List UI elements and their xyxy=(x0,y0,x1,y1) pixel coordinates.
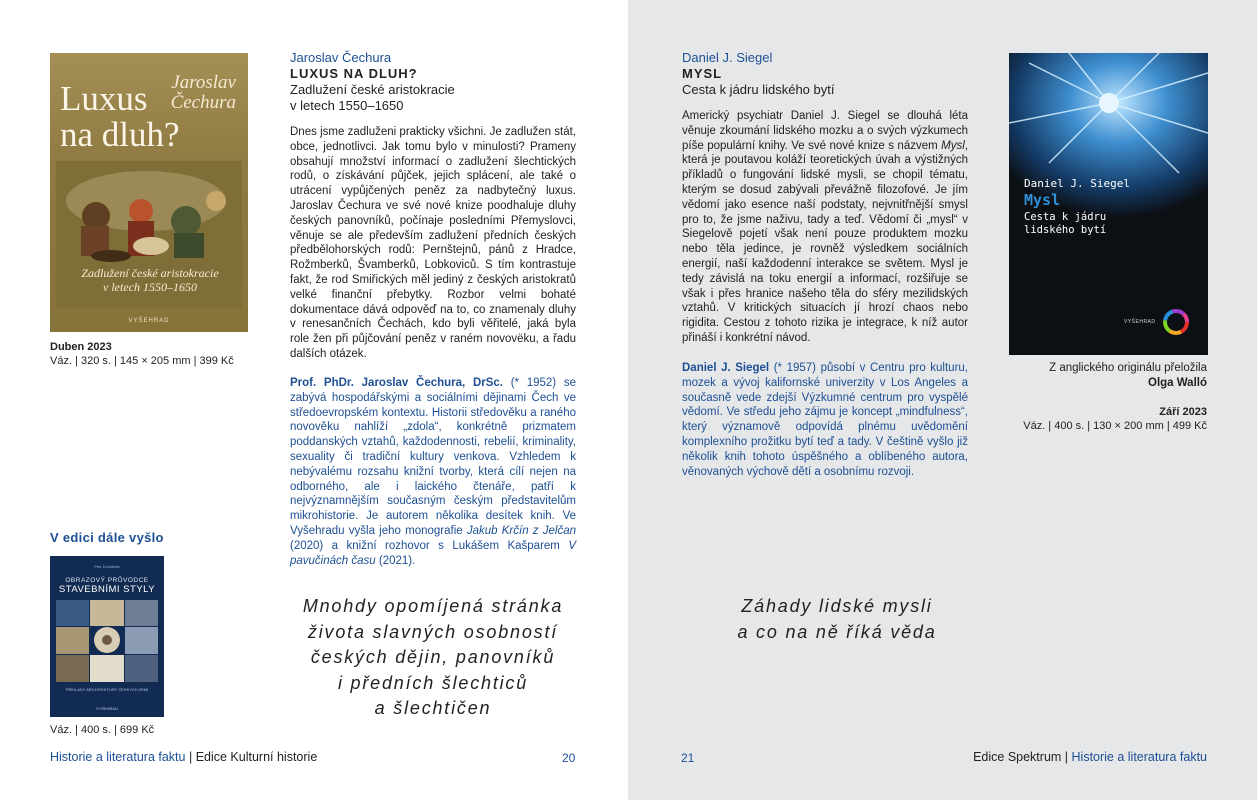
page-footer xyxy=(973,750,1207,764)
footer-separator: | xyxy=(1061,750,1072,764)
book-specs: Váz. | 320 s. | 145 × 205 mm | 399 Kč xyxy=(50,355,234,367)
cover-subtitle: Cesta k jádru lidského bytí xyxy=(1024,211,1107,236)
book-subtitle-line1: Zadlužení české aristokracie xyxy=(290,82,455,97)
book-specs: Váz. | 400 s. | 130 × 200 mm | 499 Kč xyxy=(1023,420,1207,432)
book-description-title: Mysl xyxy=(941,139,965,152)
book-cover-luxus-na-dluh xyxy=(50,53,248,332)
pull-quote-line: Mnohdy opomíjená stránka xyxy=(302,596,564,616)
author-bio-text: (* 1957) působí v Centru pro kulturu, mozek a vývoj kalifornské univerzity v Los Angeles a současně vede zdejší Výzkumné centrum pro vyspělé vědomí. Ve středu jeho zájmu je koncept „mindfulness“, který významově odpovídá plnému uvědomění komplexního prožitku bytí teď a tady. V češtině vyšlo již několik knih tohoto úspěšného a oblíbeného autora, věnovaných výchově dětí a osobnímu rozvoji. xyxy=(682,362,969,478)
page-number: 21 xyxy=(681,751,695,765)
book-description-text: Americký psychiatr Daniel J. Siegel se dlouhá léta věnuje zkoumání lidského mozku a o svých výzkumech píše populární knihy. Ve své nové knize s názvem xyxy=(682,110,968,152)
footer-edition: Edice Kulturní historie xyxy=(195,750,318,764)
cover-author: Daniel J. Siegel xyxy=(1024,177,1130,190)
footer-edition: Edice Spektrum xyxy=(973,750,1062,764)
translation-credit xyxy=(987,361,1207,391)
book-meta xyxy=(50,340,234,368)
book-description xyxy=(682,109,968,346)
translator-name: Olga Walló xyxy=(1148,377,1207,389)
pull-quote-line: a co na ně říká věda xyxy=(737,621,937,642)
pull-quote-line: a šlechtičen xyxy=(374,698,492,718)
author-bio-name: Prof. PhDr. Jaroslav Čechura, DrSc. xyxy=(290,377,503,389)
author-bio-text: (2021). xyxy=(375,554,416,567)
pull-quote-line: života slavných osobností xyxy=(307,621,559,642)
cover-illustration xyxy=(56,600,158,682)
pull-quote-line: i předních šlechticů xyxy=(337,672,529,693)
cover-footer: PŘÍKLADY ARCHITEKTURY ČESKÝCH ZEMÍ xyxy=(65,687,149,692)
page-number: 20 xyxy=(562,751,576,765)
pull-quote-line: českých dějin, panovníků xyxy=(310,647,556,667)
series-heading: V edici dále vyšlo xyxy=(50,530,164,545)
series-book-specs: Váz. | 400 s. | 699 Kč xyxy=(50,724,155,736)
cover-author: Petr Dvořáček xyxy=(94,564,120,569)
book-subtitle: Cesta k jádru lidského bytí xyxy=(682,82,835,97)
book-meta xyxy=(1023,405,1207,433)
book-author: Jaroslav Čechura xyxy=(290,50,392,65)
author-bio-name: Daniel J. Siegel xyxy=(682,362,770,374)
translator-label: Z anglického originálu přeložila xyxy=(1049,362,1207,374)
cover-publisher: VYŠEHRAD xyxy=(128,318,170,324)
book-title: LUXUS NA DLUH? xyxy=(290,66,418,81)
author-bio-work: Jakub Krčín z Jelčan xyxy=(466,524,576,537)
right-page xyxy=(628,0,1257,800)
release-date: Duben 2023 xyxy=(50,341,112,353)
pull-quote xyxy=(694,594,980,645)
footer-category: Historie a literatura faktu xyxy=(50,750,186,764)
cover-overline: OBRAZOVÝ PRŮVODCE xyxy=(65,577,149,584)
book-author: Daniel J. Siegel xyxy=(682,50,773,65)
book-header xyxy=(682,50,972,98)
book-cover-stavebnimi-styly xyxy=(50,556,164,717)
release-date: Září 2023 xyxy=(1159,406,1207,418)
book-title: MYSL xyxy=(682,66,723,81)
cover-subtitle: Zadlužení české aristokracie v letech 1550–1650 xyxy=(81,266,219,294)
color-wheel-logo-icon xyxy=(1163,309,1189,335)
book-cover-mysl xyxy=(1009,53,1208,355)
author-bio-text: (2020) a knižní rozhovor s Lukášem Kašparem xyxy=(290,539,569,552)
book-header xyxy=(290,50,580,114)
cover-author: Jaroslav Čechura xyxy=(170,72,236,113)
cover-title: Mysl xyxy=(1024,191,1061,209)
cover-title: Luxus na dluh? xyxy=(60,79,180,154)
author-bio-text: (* 1952) se zabývá hospodářskými a sociálními dějinami Čech ve středoevropském kontextu. Historii středověku a raného novověku nahlíží „zdola“, konkrétně prizmatem poddanských vztahů, každodennosti, rebelií, kriminality, sexuality či tradiční kultury venkova. Vzhledem k nebývalému rozsahu knižní tvorby, která cílí nejen na odborného, ale i laického čtenáře, patří k nejvýznamnějším současným českým představitelům mikrohistorie. Je autorem několika desítek knih. Ve Vyšehradu vyšla jeho monografie xyxy=(290,377,576,537)
cover-publisher: VYŠEHRAD xyxy=(1124,319,1156,325)
footer-category: Historie a literatura faktu xyxy=(1071,750,1207,764)
left-page xyxy=(0,0,628,800)
pull-quote xyxy=(280,594,586,722)
page-footer xyxy=(50,750,317,764)
book-description: Dnes jsme zadluženi prakticky všichni. Je zadlužen stát, obce, jednotlivci. Jak tomu bylo v minulosti? Prameny obsahují množství informací o zadlužení šlechtických rodů, o získávání půjček, jejich splácení, ale také o utrácení vypůjčených peněz za nadbytečný luxus. Jaroslav Čechura ve své nové knize poodhaluje dluhy českých panovníků, počínaje posledními Přemyslovci, věnuje se ale především zadlužení předních českých předbělohorských rodů: Pernštejnů, pánů z Hradce, Rožmberků, Švamberků, Lobkoviců. S tím kontrastuje fakt, že rod Smiřických měl jediný z českých aristokratů velké finanční přebytky. Rozbor velmi bohaté dokumentace dává odpověď na to, co znamenaly dluhy v renesančních Čechách, kdo byli věřitelé, jaká byla role žen při půjčování peněz v raném novovëku, a řadu dalších otázek. xyxy=(290,126,576,360)
book-subtitle-line2: v letech 1550–1650 xyxy=(290,98,404,113)
author-bio-work: V pavučinách času xyxy=(290,539,576,567)
pull-quote-line: Záhady lidské mysli xyxy=(741,596,933,616)
book-description-text: , která je poutavou koláží teoretických úvah a výstižných příkladů o fungování lidské mysli, se chopil tématu, kterým se dosud zabývali převážně filozofové. Je jím vědomí jako esence naší podstaty, nejvnitřnější smysl pro to, že jsme naživu, tady a teď. Vědomí či „mysl“ v Siegelově pojetí však není pouze produktem mozku nebo těla jedince, je rovněž výsledkem sociálních energií, naší každodenní interakce se světem. Mysl je tedy závislá na toku energií a informací, rozšiřuje se však i přes hranice našeho těla do sféry mezilidských vztahů. V kritických situacích jí hrozí chaos nebo rigidita. Cestou z tohoto rizika je integrace, k níž autor přináší i konkrétní návod. xyxy=(682,139,968,344)
footer-separator: | xyxy=(185,750,196,764)
author-bio xyxy=(290,376,576,568)
author-bio xyxy=(682,361,968,479)
cover-publisher: VYŠEHRAD xyxy=(95,706,118,711)
cover-title: STAVEBNÍMI STYLY xyxy=(58,584,156,595)
